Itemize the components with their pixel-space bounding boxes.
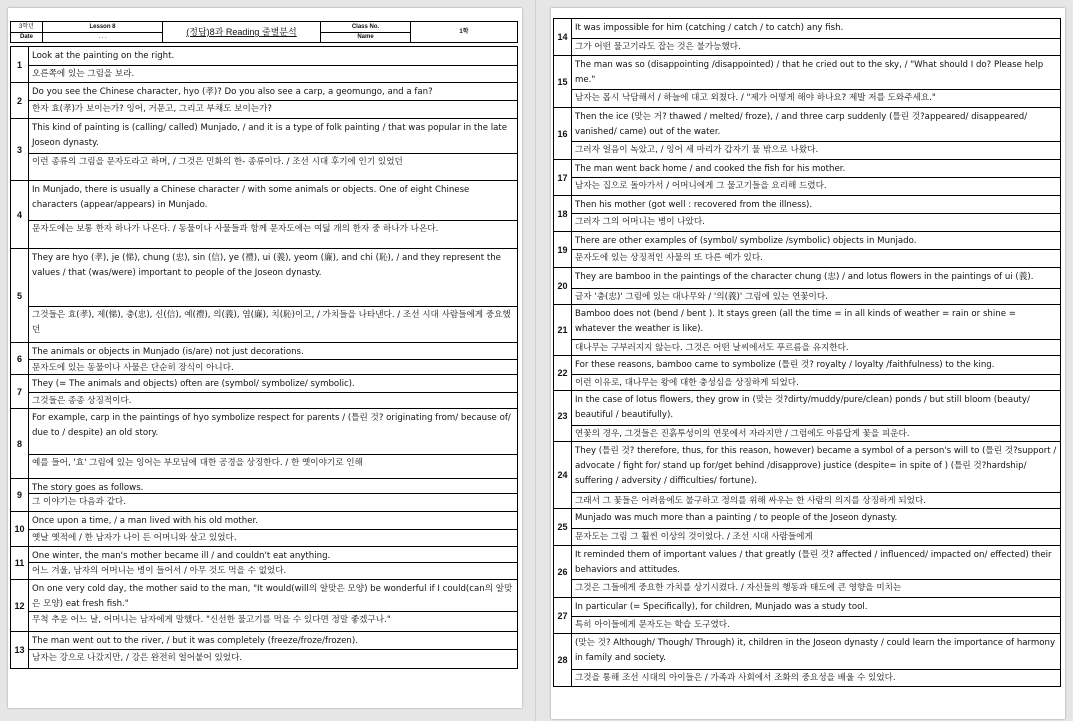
sentence-number: 27	[554, 598, 572, 633]
sentence-cell	[571, 160, 1060, 195]
sentence-cell	[571, 598, 1060, 633]
english-sentence: They are bamboo in the paintings of the character chung (忠) / and lotus flowers in the paintings of ui (義).	[571, 268, 1060, 289]
sentence-cell	[28, 249, 517, 342]
period-label: 1학	[459, 29, 469, 35]
korean-translation: 이런 종류의 그림을 문자도라고 하며, / 그것은 민화의 한- 종류이다. / 조선 시대 후기에 인기 있었던	[32, 157, 403, 167]
worksheet-page-right	[551, 8, 1065, 719]
korean-translation: 옛날 옛적에 / 한 남자가 나이 든 어머니와 살고 있었다.	[32, 533, 237, 543]
table-row	[11, 181, 517, 249]
grade-label: 3학년	[11, 22, 43, 33]
korean-translation: 남자는 강으로 나갔지만, / 강은 완전히 얼어붙어 있었다.	[32, 653, 243, 663]
korean-translation: 그것들은 종종 상징적이다.	[32, 396, 132, 406]
sentence-number: 4	[11, 181, 29, 248]
lesson-label: Lesson 8	[43, 22, 163, 33]
sentence-number: 28	[554, 634, 572, 686]
korean-translation: 한자 효(孝)가 보이는가? 잉어, 거문고, 그리고 부채도 보이는가?	[32, 104, 272, 114]
sentence-cell	[571, 442, 1060, 508]
table-row	[554, 391, 1060, 442]
sentence-number: 7	[11, 375, 29, 408]
korean-translation: 어느 겨울, 남자의 어머니는 병이 들어서 / 아무 것도 먹을 수 없었다.	[32, 566, 287, 576]
english-sentence: In Munjado, there is usually a Chinese character / with some animals or objects. One of eight Chinese characters (appear/appears) in Munjado.	[28, 181, 517, 221]
table-row	[554, 634, 1060, 686]
table-row	[554, 160, 1060, 196]
sentence-cell	[571, 56, 1060, 107]
korean-translation: 이런 이유로, 대나무는 왕에 대한 충성심을 상징하게 되었다.	[575, 378, 799, 388]
english-sentence: They (틀린 것? therefore, thus, for this reason, however) became a symbol of a person's will to (틀린 것?support / advocate / fight for/ stand up for/get behind /disapprove) justice (despite= in spite of ) (틀린 것?hardship/ suffering / adversity / difficulties/ fortune).	[571, 442, 1060, 493]
sentence-number: 13	[11, 632, 29, 668]
english-sentence: This kind of painting is (calling/ called) Munjado, / and it is a type of folk painting / that was popular in the late Joseon dynasty.	[28, 119, 517, 154]
sentence-number: 11	[11, 547, 29, 579]
sentence-cell	[571, 108, 1060, 159]
sentence-number: 6	[11, 343, 29, 374]
english-sentence: The man was so (disappointing /disappointed) / that he cried out to the sky, / "What should I do? Please help me."	[571, 56, 1060, 90]
korean-translation: 남자는 집으로 돌아가서 / 어머니에게 그 물고기들을 요리해 드렸다.	[575, 181, 827, 191]
date-label: Date	[11, 33, 43, 42]
english-sentence: There are other examples of (symbol/ symbolize /symbolic) objects in Munjado.	[571, 232, 1060, 250]
korean-translation: 남자는 몹시 낙담해서 / 하늘에 대고 외쳤다. / "제가 어떻게 해야 하나요? 제발 저를 도와주세요."	[575, 93, 936, 103]
korean-translation: 오른쪽에 있는 그림을 보라.	[32, 69, 135, 79]
table-row	[554, 196, 1060, 232]
korean-translation: 그 이야기는 다음과 같다.	[32, 497, 126, 507]
sentence-cell	[571, 19, 1060, 55]
table-row	[11, 343, 517, 375]
english-sentence: The man went back home / and cooked the fish for his mother.	[571, 160, 1060, 178]
table-row	[554, 442, 1060, 509]
class-no-label: Class No.	[321, 22, 411, 33]
korean-translation: 문자도에는 보통 한자 하나가 나온다. / 동물이나 사물들과 함께 문자도에는 여덟 개의 한자 중 하나가 나온다.	[32, 224, 439, 234]
english-sentence: Then his mother (got well : recovered from the illness).	[571, 196, 1060, 214]
korean-translation: 그것들은 효(孝), 제(悌), 충(忠), 신(信), 예(禮), 의(義), 염(廉), 치(恥)이고, / 가치들을 나타낸다. / 조선 시대 사람들에게 중요했던	[32, 310, 511, 335]
sentence-number: 14	[554, 19, 572, 55]
sentence-cell	[571, 634, 1060, 686]
table-row	[554, 546, 1060, 598]
sentence-number: 12	[11, 580, 29, 631]
korean-translation: 그것을 통해 조선 시대의 아이들은 / 가족과 사회에서 조화의 중요성을 배울 수 있었다.	[575, 673, 896, 683]
name-label: Name	[321, 33, 411, 42]
table-row	[11, 479, 517, 512]
korean-translation: 대나무는 구부러지지 않는다. 그것은 어떤 날씨에서도 푸르름을 유지한다.	[575, 343, 849, 353]
sentence-cell	[571, 268, 1060, 304]
korean-translation: 연꽃의 경우, 그것들은 진흙투성이의 연못에서 자라지만 / 그럼에도 아름답게 꽃을 피운다.	[575, 429, 910, 439]
sentence-number: 17	[554, 160, 572, 195]
table-row	[11, 119, 517, 181]
sentence-cell	[28, 343, 517, 374]
english-sentence: In the case of lotus flowers, they grow in (맞는 것?dirty/muddy/pure/clean) ponds / but still bloom (beauty/ beautiful / beautifully).	[571, 391, 1060, 426]
worksheet-page-left	[8, 8, 522, 708]
table-row	[554, 509, 1060, 546]
english-sentence: On one very cold day, the mother said to the man, "It would(will의 알맞은 모양) be wonderful if I could(can의 알맞은 모양) eat fresh fish."	[28, 580, 517, 612]
korean-translation: 문자도는 그림 그 훨씬 이상의 것이었다. / 조선 시대 사람들에게	[575, 532, 813, 542]
korean-translation: 그래서 그 꽃들은 어려움에도 불구하고 정의를 위해 싸우는 한 사람의 의지를 상징하게 되었다.	[575, 496, 926, 506]
sentence-cell	[28, 632, 517, 668]
english-sentence: The story goes as follows.	[28, 479, 517, 494]
sentence-number: 9	[11, 479, 29, 511]
analysis-table-left	[10, 46, 518, 669]
sentence-number: 26	[554, 546, 572, 597]
table-row	[11, 632, 517, 668]
table-row	[11, 547, 517, 580]
korean-translation: 무척 추운 어느 날, 어머니는 남자에게 말했다. "신선한 물고기를 먹을 수 있다면 정말 좋겠구나."	[32, 615, 391, 625]
table-row	[11, 512, 517, 547]
english-sentence: For these reasons, bamboo came to symbolize (틀린 것? royalty / loyalty /faithfulness) to the king.	[571, 356, 1060, 375]
english-sentence: They (= The animals and objects) often are (symbol/ symbolize/ symbolic).	[28, 375, 517, 393]
sentence-cell	[571, 509, 1060, 545]
sentence-cell	[28, 375, 517, 408]
table-row	[554, 598, 1060, 634]
worksheet-header	[10, 21, 518, 43]
sentence-number: 8	[11, 409, 29, 478]
table-row	[554, 19, 1060, 56]
sentence-cell	[571, 356, 1060, 390]
english-sentence: Look at the painting on the right.	[28, 47, 517, 66]
sentence-cell	[571, 232, 1060, 267]
sentence-number: 21	[554, 305, 572, 355]
english-sentence: Once upon a time, / a man lived with his old mother.	[28, 512, 517, 530]
english-sentence: Then the ice (맞는 거? thawed / melted/ froze), / and three carp suddenly (틀린 것?appeared/ disappeared/ vanished/ came) out of the water.	[571, 108, 1060, 142]
sentence-number: 1	[11, 47, 29, 82]
sentence-number: 16	[554, 108, 572, 159]
english-sentence: The animals or objects in Munjado (is/are) not just decorations.	[28, 343, 517, 360]
english-sentence: One winter, the man's mother became ill / and couldn't eat anything.	[28, 547, 517, 563]
table-row	[554, 56, 1060, 108]
sentence-number: 18	[554, 196, 572, 231]
date-value: . . .	[43, 33, 163, 42]
sentence-number: 2	[11, 83, 29, 118]
english-sentence: It reminded them of important values / that greatly (틀린 것? affected / influenced/ impacted on/ effected) their behaviors and attitudes.	[571, 546, 1060, 580]
table-row	[11, 375, 517, 409]
table-row	[554, 356, 1060, 391]
sentence-cell	[571, 196, 1060, 231]
table-row	[11, 409, 517, 479]
korean-translation: 그것은 그들에게 중요한 가치를 상기시켰다. / 자신들의 행동과 태도에 큰 영향을 미치는	[575, 583, 902, 593]
korean-translation: 그가 어떤 물고기라도 잡는 것은 불가능했다.	[575, 42, 741, 52]
english-sentence: The man went out to the river, / but it was completely (freeze/froze/frozen).	[28, 632, 517, 650]
english-sentence: Munjado was much more than a painting / to people of the Joseon dynasty.	[571, 509, 1060, 529]
sentence-cell	[28, 479, 517, 511]
korean-translation: 특히 아이들에게 문자도는 학습 도구였다.	[575, 620, 730, 630]
sentence-number: 15	[554, 56, 572, 107]
sentence-cell	[571, 546, 1060, 597]
english-sentence: It was impossible for him (catching / catch / to catch) any fish.	[571, 19, 1060, 39]
sentence-cell	[28, 580, 517, 631]
korean-translation: 예를 들어, '효' 그림에 있는 잉어는 부모님에 대한 공경을 상징한다. / 한 옛이야기로 인해	[32, 458, 363, 468]
table-row	[11, 249, 517, 343]
table-row	[11, 47, 517, 83]
table-row	[11, 580, 517, 632]
table-row	[554, 108, 1060, 160]
sentence-number: 23	[554, 391, 572, 441]
korean-translation: 그러자 얼음이 녹았고, / 잉어 세 마리가 갑자기 물 밖으로 나왔다.	[575, 145, 819, 155]
sentence-number: 10	[11, 512, 29, 546]
sentence-cell	[571, 305, 1060, 355]
sentence-cell	[28, 83, 517, 118]
page-gap-divider	[535, 0, 536, 721]
korean-translation: 글자 '충(忠)' 그림에 있는 대나무와 / '의(義)' 그림에 있는 연꽃이다.	[575, 292, 828, 302]
sentence-number: 24	[554, 442, 572, 508]
table-row	[554, 232, 1060, 268]
sentence-cell	[28, 512, 517, 546]
korean-translation: 문자도에 있는 상징적인 사물의 또 다른 예가 있다.	[575, 253, 763, 263]
worksheet-title: (정답)8과 Reading 줄별분석	[163, 22, 321, 42]
sentence-cell	[28, 547, 517, 579]
korean-translation: 문자도에 있는 동물이나 사물은 단순히 장식이 아니다.	[32, 363, 234, 373]
sentence-number: 25	[554, 509, 572, 545]
sentence-cell	[28, 181, 517, 248]
sentence-number: 22	[554, 356, 572, 390]
sentence-number: 19	[554, 232, 572, 267]
english-sentence: (맞는 것? Although/ Though/ Through) it, children in the Joseon dynasty / could learn the importance of harmony in family and society.	[571, 634, 1060, 670]
sentence-cell	[28, 409, 517, 478]
korean-translation: 그러자 그의 어머니는 병이 나았다.	[575, 217, 705, 227]
sentence-cell	[571, 391, 1060, 441]
sentence-cell	[28, 47, 517, 82]
analysis-table-right	[553, 18, 1061, 687]
english-sentence: In particular (= Specifically), for children, Munjado was a study tool.	[571, 598, 1060, 617]
sentence-number: 3	[11, 119, 29, 180]
english-sentence: Do you see the Chinese character, hyo (孝)? Do you also see a carp, a geomungo, and a fan?	[28, 83, 517, 101]
table-row	[554, 268, 1060, 305]
english-sentence: They are hyo (孝), je (悌), chung (忠), sin (信), ye (禮), ui (義), yeom (廉), and chi (恥), / and they represent the values / that (was/were) important to people of the Joseon dynasty.	[28, 249, 517, 307]
sentence-number: 5	[11, 249, 29, 342]
english-sentence: For example, carp in the paintings of hyo symbolize respect for parents / (틀린 것? originating from/ because of/ due to / despite) an old story.	[28, 409, 517, 455]
sentence-number: 20	[554, 268, 572, 304]
table-row	[554, 305, 1060, 356]
sentence-cell	[28, 119, 517, 180]
english-sentence: Bamboo does not (bend / bent ). It stays green (all the time = in all kinds of weather = rain or shine = whatever the weather is like).	[571, 305, 1060, 340]
table-row	[11, 83, 517, 119]
